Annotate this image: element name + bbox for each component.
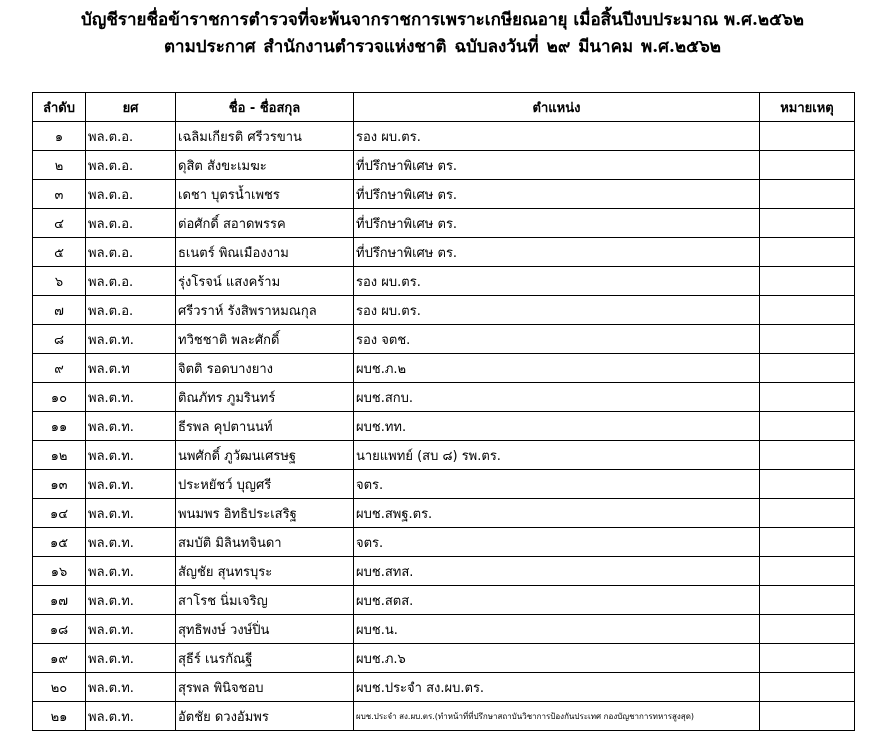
table-row [33, 586, 855, 615]
cell-rank: พล.ต.อ. [86, 267, 176, 296]
cell-position: รอง ผบ.ตร. [354, 122, 760, 151]
cell-name: สาโรช นิ่มเจริญ [176, 586, 354, 615]
cell-rank: พล.ต.ท. [86, 325, 176, 354]
table-row [33, 267, 855, 296]
cell-position: ผบช.ภ.๖ [354, 644, 760, 673]
cell-position: ผบช.สพฐ.ตร. [354, 499, 760, 528]
cell-rank: พล.ต.ท. [86, 499, 176, 528]
cell-order: ๘ [33, 325, 86, 354]
cell-name: จิตติ รอดบางยาง [176, 354, 354, 383]
table-row [33, 673, 855, 702]
cell-remark [760, 296, 855, 325]
cell-remark [760, 354, 855, 383]
cell-order: ๑๔ [33, 499, 86, 528]
cell-name: ธีรพล คุปตานนท์ [176, 412, 354, 441]
cell-position: ที่ปรึกษาพิเศษ ตร. [354, 180, 760, 209]
cell-remark [760, 499, 855, 528]
table-row [33, 122, 855, 151]
cell-rank: พล.ต.ท. [86, 528, 176, 557]
cell-order: ๑๓ [33, 470, 86, 499]
cell-remark [760, 180, 855, 209]
cell-remark [760, 470, 855, 499]
cell-order: ๗ [33, 296, 86, 325]
column-header-rank: ยศ [86, 93, 176, 122]
table-row [33, 151, 855, 180]
cell-order: ๑ [33, 122, 86, 151]
cell-name: ต่อศักดิ์ สอาดพรรค [176, 209, 354, 238]
cell-position: ที่ปรึกษาพิเศษ ตร. [354, 209, 760, 238]
cell-name: สุรพล พินิจชอบ [176, 673, 354, 702]
cell-position: ผบช.สทส. [354, 557, 760, 586]
cell-order: ๑๖ [33, 557, 86, 586]
table-row [33, 209, 855, 238]
column-header-position: ตำแหน่ง [354, 93, 760, 122]
cell-position: ผบช.สกบ. [354, 383, 760, 412]
cell-remark [760, 586, 855, 615]
cell-rank: พล.ต.อ. [86, 296, 176, 325]
cell-remark [760, 238, 855, 267]
cell-order: ๑๘ [33, 615, 86, 644]
cell-name: เดชา บุตรน้ำเพชร [176, 180, 354, 209]
cell-rank: พล.ต.ท. [86, 644, 176, 673]
cell-rank: พล.ต.ท. [86, 441, 176, 470]
column-header-order: ลำดับ [33, 93, 86, 122]
cell-order: ๕ [33, 238, 86, 267]
cell-remark [760, 644, 855, 673]
cell-name: อัตชัย ดวงอัมพร [176, 702, 354, 731]
cell-order: ๓ [33, 180, 86, 209]
cell-remark [760, 673, 855, 702]
table-row [33, 528, 855, 557]
cell-rank: พล.ต.อ. [86, 122, 176, 151]
cell-remark [760, 412, 855, 441]
cell-remark [760, 151, 855, 180]
document-title: บัญชีรายชื่อข้าราชการตำรวจที่จะพ้นจากราชการเพราะเกษียณอายุ เมื่อสิ้นปีงบประมาณ พ.ศ.๒๕๖๒ [81, 10, 804, 30]
cell-remark [760, 325, 855, 354]
cell-order: ๑๒ [33, 441, 86, 470]
retirement-list-table [32, 92, 855, 731]
cell-remark [760, 441, 855, 470]
table-row [33, 325, 855, 354]
cell-name: สมบัติ มิลินทจินดา [176, 528, 354, 557]
cell-remark [760, 528, 855, 557]
cell-position: รอง ผบ.ตร. [354, 296, 760, 325]
table-header-row [33, 93, 855, 122]
cell-position: นายแพทย์ (สบ ๘) รพ.ตร. [354, 441, 760, 470]
cell-rank: พล.ต.อ. [86, 238, 176, 267]
cell-position: จตร. [354, 470, 760, 499]
cell-position: ผบช.ภ.๒ [354, 354, 760, 383]
cell-position: ผบช.ประจำ สง.ผบ.ตร. [354, 673, 760, 702]
cell-position: ที่ปรึกษาพิเศษ ตร. [354, 238, 760, 267]
table-row [33, 702, 855, 731]
cell-order: ๑๕ [33, 528, 86, 557]
cell-rank: พล.ต.ท. [86, 702, 176, 731]
cell-name: พนมพร อิทธิประเสริฐ [176, 499, 354, 528]
cell-name: ธเนตร์ พิณเมืองงาม [176, 238, 354, 267]
cell-order: ๑๗ [33, 586, 86, 615]
cell-rank: พล.ต.ท. [86, 412, 176, 441]
cell-order: ๑๙ [33, 644, 86, 673]
cell-remark [760, 267, 855, 296]
cell-position: รอง จตช. [354, 325, 760, 354]
cell-position: จตร. [354, 528, 760, 557]
cell-position: ผบช.ประจำ สง.ผบ.ตร.(ทำหน้าที่ที่ปรึกษาสถาบันวิชาการป้องกันประเทศ กองบัญชาการทหารสูงสุด) [354, 702, 760, 731]
table-row [33, 615, 855, 644]
cell-rank: พล.ต.ท [86, 354, 176, 383]
cell-rank: พล.ต.ท. [86, 470, 176, 499]
table-row [33, 354, 855, 383]
cell-remark [760, 122, 855, 151]
cell-position: ผบช.น. [354, 615, 760, 644]
cell-order: ๒๑ [33, 702, 86, 731]
cell-order: ๑๑ [33, 412, 86, 441]
cell-name: สุทธิพงษ์ วงษ์ปิ่น [176, 615, 354, 644]
cell-position: ผบช.สตส. [354, 586, 760, 615]
cell-order: ๒๐ [33, 673, 86, 702]
column-header-name: ชื่อ - ชื่อสกุล [176, 93, 354, 122]
cell-name: ติณภัทร ภูมรินทร์ [176, 383, 354, 412]
table-row [33, 470, 855, 499]
cell-rank: พล.ต.ท. [86, 615, 176, 644]
table-row [33, 296, 855, 325]
cell-name: ศรีวราห์ รังสิพราหมณกุล [176, 296, 354, 325]
cell-order: ๖ [33, 267, 86, 296]
cell-position: รอง ผบ.ตร. [354, 267, 760, 296]
cell-rank: พล.ต.อ. [86, 209, 176, 238]
cell-rank: พล.ต.ท. [86, 673, 176, 702]
cell-remark [760, 557, 855, 586]
cell-name: ทวิชชาติ พละศักดิ์ [176, 325, 354, 354]
table-row [33, 238, 855, 267]
cell-rank: พล.ต.ท. [86, 586, 176, 615]
cell-name: รุ่งโรจน์ แสงคร้าม [176, 267, 354, 296]
cell-order: ๑๐ [33, 383, 86, 412]
table-row [33, 557, 855, 586]
cell-name: ดุสิต สังขะเมฆะ [176, 151, 354, 180]
cell-order: ๔ [33, 209, 86, 238]
cell-name: สุธีร์ เนรกัณฐี [176, 644, 354, 673]
document-subtitle: ตามประกาศ สำนักงานตำรวจแห่งชาติ ฉบับลงวันที่ ๒๙ มีนาคม พ.ศ.๒๕๖๒ [164, 37, 721, 57]
column-header-remark: หมายเหตุ [760, 93, 855, 122]
cell-remark [760, 383, 855, 412]
cell-remark [760, 615, 855, 644]
cell-position: ผบช.ทท. [354, 412, 760, 441]
cell-rank: พล.ต.อ. [86, 151, 176, 180]
cell-rank: พล.ต.ท. [86, 383, 176, 412]
table-row [33, 180, 855, 209]
table-row [33, 499, 855, 528]
cell-position: ที่ปรึกษาพิเศษ ตร. [354, 151, 760, 180]
cell-name: เฉลิมเกียรติ ศรีวรขาน [176, 122, 354, 151]
cell-remark [760, 209, 855, 238]
cell-name: ประหยัชว์ บุญศรี [176, 470, 354, 499]
table-row [33, 412, 855, 441]
cell-remark [760, 702, 855, 731]
cell-name: นพศักดิ์ ภูวัฒนเศรษฐ [176, 441, 354, 470]
cell-order: ๒ [33, 151, 86, 180]
cell-name: สัญชัย สุนทรบุระ [176, 557, 354, 586]
cell-rank: พล.ต.อ. [86, 180, 176, 209]
table-row [33, 383, 855, 412]
table-row [33, 644, 855, 673]
table-row [33, 441, 855, 470]
cell-order: ๙ [33, 354, 86, 383]
cell-rank: พล.ต.ท. [86, 557, 176, 586]
